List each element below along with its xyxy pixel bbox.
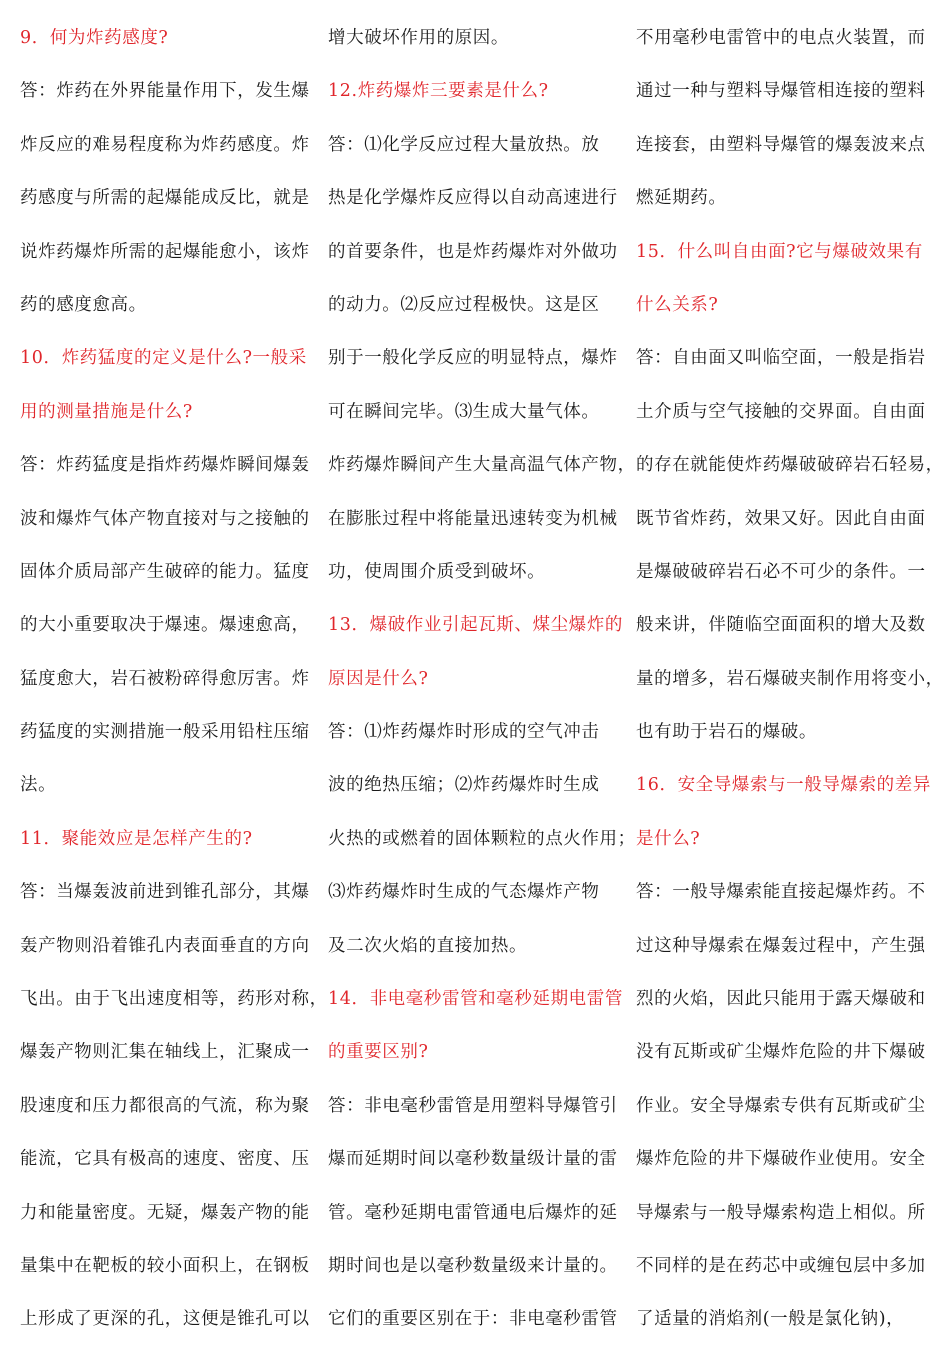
answer-text-line: 波的绝热压缩；⑵炸药爆炸时生成 [328, 775, 600, 796]
text-column-1 [20, 12, 328, 1347]
answer-text-line: 能流，它具有极高的速度、密度、压 [20, 1149, 310, 1170]
answer-text-line: 答：⑴炸药爆炸时形成的空气冲击 [328, 722, 600, 743]
question-heading-line: 15．什么叫自由面?它与爆破效果有 [636, 241, 923, 262]
answer-text-line: ⑶炸药爆炸时生成的气态爆炸产物 [328, 882, 600, 903]
answer-text-line: 不同样的是在药芯中或缠包层中多加 [636, 1255, 926, 1276]
answer-text-line: 量集中在靶板的较小面积上，在钢板 [20, 1255, 310, 1276]
text-column-3 [636, 12, 944, 1347]
answer-text-line: 增大破坏作用的原因。 [328, 28, 509, 48]
answer-text-line: 量的增多，岩石爆破夹制作用将变小， [636, 668, 944, 689]
answer-text-line: 固体介质局部产生破碎的能力。猛度 [20, 561, 310, 582]
question-heading-line: 16．安全导爆索与一般导爆索的差异 [636, 775, 931, 796]
answer-text-line: 上形成了更深的孔，这便是锥孔可以 [20, 1309, 310, 1330]
answer-text-line: 及二次火焰的直接加热。 [328, 935, 528, 956]
answer-text-line: 的存在就能使炸药爆破破碎岩石轻易， [636, 455, 944, 476]
answer-text-line: 燃延期药。 [636, 188, 727, 209]
answer-text-line: 答：当爆轰波前进到锥孔部分，其爆 [20, 882, 310, 903]
answer-text-line: 飞出。由于飞出速度相等，药形对称， [20, 989, 328, 1010]
answer-text-line: 猛度愈大，岩石被粉碎得愈厉害。炸 [20, 668, 310, 689]
question-heading-line: 原因是什么? [328, 668, 429, 689]
answer-text-line: 管。毫秒延期电雷管通电后爆炸的延 [328, 1202, 618, 1223]
answer-text-line: 答：一般导爆索能直接起爆炸药。不 [636, 882, 926, 903]
answer-text-line: 股速度和压力都很高的气流，称为聚 [20, 1095, 310, 1116]
answer-text-line: 通过一种与塑料导爆管相连接的塑料 [636, 81, 926, 102]
answer-text-line: 力和能量密度。无疑，爆轰产物的能 [20, 1202, 310, 1223]
answer-text-line: 它们的重要区别在于：非电毫秒雷管 [328, 1309, 618, 1330]
answer-text-line: 既节省炸药，效果又好。因此自由面 [636, 508, 926, 529]
answer-text-line: 药猛度的实测措施一般采用铅柱压缩 [20, 722, 310, 743]
answer-text-line: 的大小重要取决于爆速。爆速愈高， [20, 615, 310, 636]
answer-text-line: 炸药爆炸瞬间产生大量高温气体产物， [328, 455, 636, 476]
answer-text-line: 爆而延期时间以毫秒数量级计量的雷 [328, 1149, 618, 1170]
question-heading-line: 11．聚能效应是怎样产生的? [20, 828, 253, 849]
answer-text-line: 般来讲，伴随临空面面积的增大及数 [636, 615, 926, 636]
answer-text-line: 爆炸危险的井下爆破作业使用。安全 [636, 1149, 926, 1170]
answer-text-line: 火热的或燃着的固体颗粒的点火作用； [328, 828, 636, 849]
answer-text-line: 法。 [20, 775, 57, 796]
question-heading-line: 用的测量措施是什么? [20, 401, 193, 422]
answer-text-line: 在膨胀过程中将能量迅速转变为机械 [328, 508, 618, 529]
answer-text-line: 可在瞬间完毕。⑶生成大量气体。 [328, 401, 600, 422]
answer-text-line: 答：自由面又叫临空面，一般是指岩 [636, 348, 926, 369]
question-heading-line: 12.炸药爆炸三要素是什么? [328, 81, 549, 102]
answer-text-line: 答：炸药猛度是指炸药爆炸瞬间爆轰 [20, 455, 310, 476]
answer-text-line: 了适量的消焰剂(一般是氯化钠)， [636, 1309, 905, 1330]
answer-text-line: 土介质与空气接触的交界面。自由面 [636, 401, 926, 422]
answer-text-line: 的动力。⑵反应过程极快。这是区 [328, 294, 600, 315]
question-heading-line: 13．爆破作业引起瓦斯、煤尘爆炸的 [328, 615, 623, 636]
answer-text-line: 作业。安全导爆索专供有瓦斯或矿尘 [636, 1095, 926, 1116]
answer-text-line: 说炸药爆炸所需的起爆能愈小，该炸 [20, 241, 310, 262]
answer-text-line: 轰产物则沿着锥孔内表面垂直的方向 [20, 935, 310, 956]
question-heading-line: 的重要区别? [328, 1042, 429, 1063]
answer-text-line: 波和爆炸气体产物直接对与之接触的 [20, 508, 310, 529]
answer-text-line: 的首要条件，也是炸药爆炸对外做功 [328, 241, 618, 262]
answer-text-line: 答：⑴化学反应过程大量放热。放 [328, 134, 600, 155]
answer-text-line: 过这种导爆索在爆轰过程中，产生强 [636, 935, 926, 956]
answer-text-line: 没有瓦斯或矿尘爆炸危险的井下爆破 [636, 1042, 926, 1063]
answer-text-line: 连接套，由塑料导爆管的爆轰波来点 [636, 134, 926, 155]
answer-text-line: 别于一般化学反应的明显特点，爆炸 [328, 348, 618, 369]
answer-text-line: 热是化学爆炸反应得以自动高速进行 [328, 188, 618, 209]
answer-text-line: 答：炸药在外界能量作用下，发生爆 [20, 81, 310, 102]
answer-text-line: 不用毫秒电雷管中的电点火装置，而 [636, 28, 926, 48]
question-heading-line: 14．非电毫秒雷管和毫秒延期电雷管 [328, 989, 623, 1010]
answer-text-line: 炸反应的难易程度称为炸药感度。炸 [20, 134, 310, 155]
answer-text-line: 答：非电毫秒雷管是用塑料导爆管引 [328, 1095, 618, 1116]
answer-text-line: 爆轰产物则汇集在轴线上，汇聚成一 [20, 1042, 310, 1063]
question-heading-line: 9．何为炸药感度? [20, 28, 169, 48]
question-heading-line: 是什么? [636, 828, 701, 849]
answer-text-line: 功，使周围介质受到破坏。 [328, 561, 546, 582]
text-column-2 [328, 12, 636, 1347]
answer-text-line: 烈的火焰，因此只能用于露天爆破和 [636, 989, 926, 1010]
answer-text-line: 期时间也是以毫秒数量级来计量的。 [328, 1255, 618, 1276]
answer-text-line: 也有助于岩石的爆破。 [636, 722, 817, 743]
question-heading-line: 什么关系? [636, 294, 719, 315]
answer-text-line: 药感度与所需的起爆能成反比，就是 [20, 188, 310, 209]
answer-text-line: 是爆破破碎岩石必不可少的条件。一 [636, 561, 926, 582]
answer-text-line: 药的感度愈高。 [20, 294, 147, 315]
question-heading-line: 10．炸药猛度的定义是什么?一般采 [20, 348, 307, 369]
answer-text-line: 导爆索与一般导爆索构造上相似。所 [636, 1202, 926, 1223]
